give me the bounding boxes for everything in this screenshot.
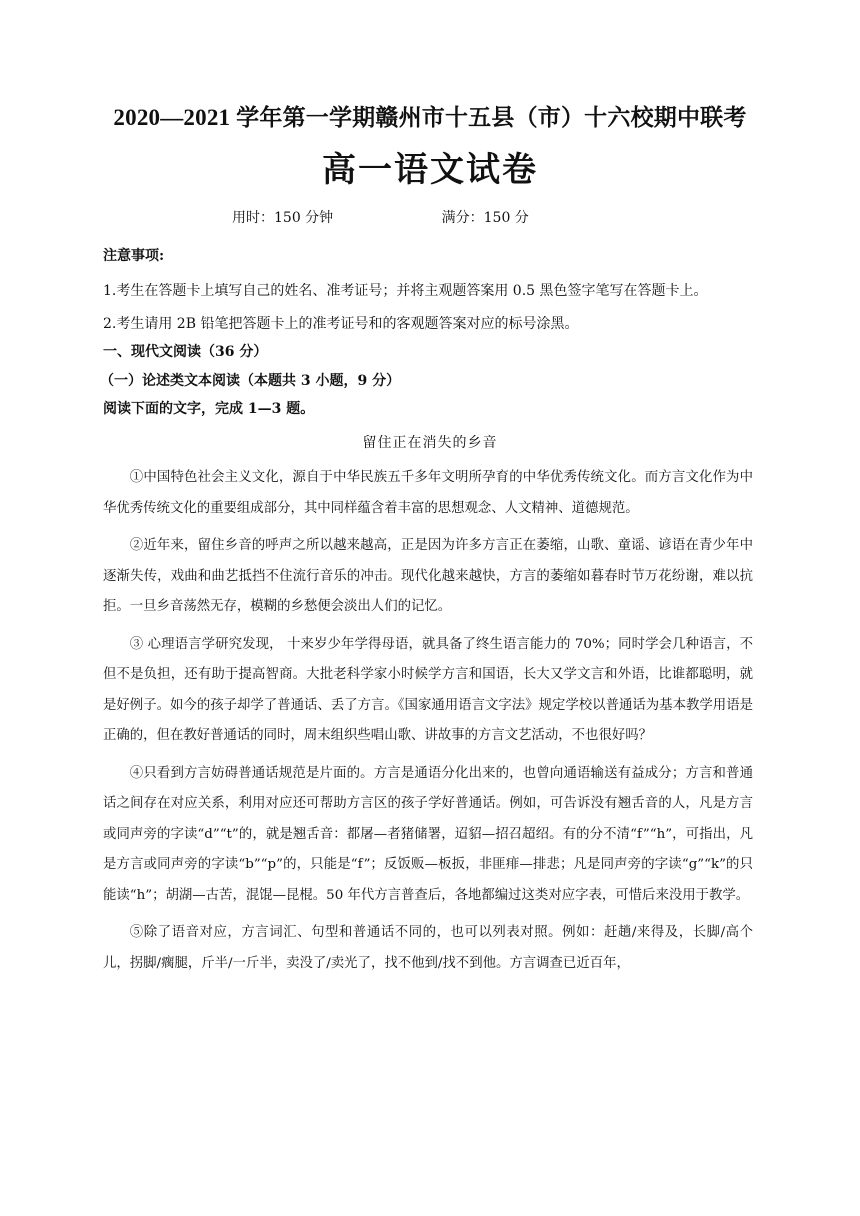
subject-title: 高一语文试卷 — [322, 150, 538, 190]
exam-meta — [232, 207, 529, 229]
notice-item: 1.考生在答题卡上填写自己的姓名、准考证号；并将主观题答案用 0.5 黑色签字笔写在答题卡上。 — [103, 283, 708, 299]
exam-title: 2020—2021 学年第一学期赣州市十五县（市）十六校期中联考 — [113, 105, 747, 130]
subsection-heading: （一）论述类文本阅读（本题共 3 小题，9 分） — [100, 373, 401, 389]
section-heading: 一、现代文阅读（36 分） — [103, 344, 268, 360]
article-paragraph: ③ 心理语言学研究发现， 十来岁少年学得母语，就具备了终生语言能力的 70%；同时学会几种语言，不但不是负担，还有助于提高智商。大批老科学家小时候学方言和国语，长大又学文言和外语，比谁都聪明，就是好例子。如今的孩子却学了普通话、丢了方言。《国家通用语言文字法》规定学校以普通话为基本教学用语是正确的，但在教好普通话的同时，周末组织些唱山歌、讲故事的方言文艺活动，不也很好吗？ — [103, 636, 753, 743]
notice-heading: 注意事项: — [103, 248, 165, 264]
article-paragraph: ①中国特色社会主义文化，源自于中华民族五千多年文明所孕育的中华优秀传统文化。而方言文化作为中华优秀传统文化的重要组成部分，其中同样蕴含着丰富的思想观念、人文精神、道德规范。 — [103, 470, 753, 516]
full-score: 满分：150 分 — [441, 210, 529, 226]
article-body — [103, 463, 753, 986]
article-title: 留住正在消失的乡音 — [362, 435, 498, 451]
article-paragraph: ④只看到方言妨碍普通话规范是片面的。方言是通语分化出来的，也曾向通语输送有益成分；方言和普通话之间存在对应关系，利用对应还可帮助方言区的孩子学好普通话。例如，可告诉没有翘舌音的人，凡是方言或同声旁的字读“d”“t”的，就是翘舌音：都屠—者猪储署，迢貂—招召超绍。有的分不清“f”“h”，可指出，凡是方言或同声旁的字读“b”“p”的，只能是“f”；反饭贩—板扳，非匪痱—排悲；凡是同声旁的字读“g”“k”的只能读“h”；胡湖—古苦，混馄—昆棍。50 年代方言普查后，各地都编过这类对应字表，可惜后来没用于教学。 — [103, 765, 753, 903]
reading-instruction: 阅读下面的文字，完成 1—3 题。 — [103, 401, 315, 417]
article-paragraph: ②近年来，留住乡音的呼声之所以越来越高，正是因为许多方言正在萎缩，山歌、童谣、谚语在青少年中逐渐失传，戏曲和曲艺抵挡不住流行音乐的冲击。现代化越来越快，方言的萎缩如暮春时节万花纷谢，难以抗拒。一旦乡音荡然无存，模糊的乡愁便会淡出人们的记忆。 — [103, 538, 753, 614]
time-limit: 用时：150 分钟 — [232, 210, 334, 226]
article-paragraph: ⑤除了语音对应，方言词汇、句型和普通话不同的，也可以列表对照。例如：赶趟/来得及，长脚/高个儿，拐脚/瘸腿，斤半/一斤半，卖没了/卖光了，找不他到/找不到他。方言调查已近百年， — [103, 925, 753, 971]
notice-item: 2.考生请用 2B 铅笔把答题卡上的准考证号和的客观题答案对应的标号涂黑。 — [103, 316, 579, 332]
